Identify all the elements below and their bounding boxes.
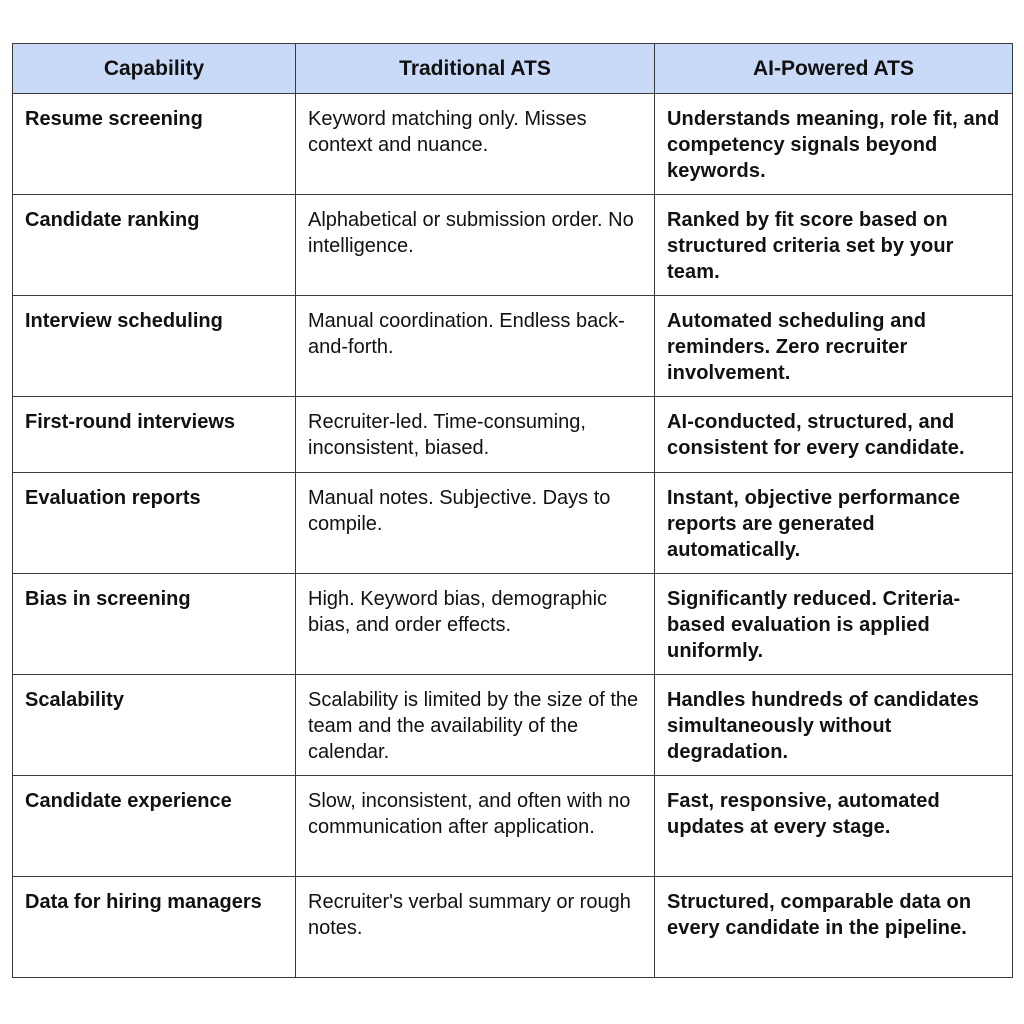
- table-row: [13, 675, 1013, 776]
- table-row: [13, 574, 1013, 675]
- cell-ai: Instant, objective performance reports are generated automatically.: [655, 473, 1013, 574]
- header-traditional-ats: Traditional ATS: [296, 44, 655, 94]
- cell-traditional: Recruiter's verbal summary or rough notes.: [296, 877, 655, 978]
- cell-ai: AI-conducted, structured, and consistent for every candidate.: [655, 397, 1013, 473]
- table-row: [13, 473, 1013, 574]
- table-row: [13, 397, 1013, 473]
- cell-capability: Candidate experience: [13, 776, 296, 877]
- cell-traditional: Scalability is limited by the size of the team and the availability of the calendar.: [296, 675, 655, 776]
- cell-capability: Resume screening: [13, 94, 296, 195]
- header-capability: Capability: [13, 44, 296, 94]
- header-ai-powered-ats: AI-Powered ATS: [655, 44, 1013, 94]
- cell-ai: Structured, comparable data on every candidate in the pipeline.: [655, 877, 1013, 978]
- cell-traditional: Recruiter-led. Time-consuming, inconsistent, biased.: [296, 397, 655, 473]
- cell-traditional: Alphabetical or submission order. No intelligence.: [296, 195, 655, 296]
- table-row: [13, 94, 1013, 195]
- cell-ai: Fast, responsive, automated updates at every stage.: [655, 776, 1013, 877]
- table-row: [13, 877, 1013, 978]
- cell-ai: Significantly reduced. Criteria-based evaluation is applied uniformly.: [655, 574, 1013, 675]
- table-row: [13, 296, 1013, 397]
- cell-traditional: Manual coordination. Endless back-and-forth.: [296, 296, 655, 397]
- cell-capability: Data for hiring managers: [13, 877, 296, 978]
- comparison-table: [12, 43, 1013, 978]
- cell-capability: First-round interviews: [13, 397, 296, 473]
- cell-ai: Handles hundreds of candidates simultaneously without degradation.: [655, 675, 1013, 776]
- cell-capability: Bias in screening: [13, 574, 296, 675]
- cell-ai: Understands meaning, role fit, and competency signals beyond keywords.: [655, 94, 1013, 195]
- cell-traditional: Keyword matching only. Misses context and nuance.: [296, 94, 655, 195]
- cell-traditional: Manual notes. Subjective. Days to compile.: [296, 473, 655, 574]
- header-row: [13, 44, 1013, 94]
- cell-traditional: High. Keyword bias, demographic bias, and order effects.: [296, 574, 655, 675]
- table-body: [13, 94, 1013, 978]
- table-row: [13, 195, 1013, 296]
- cell-capability: Scalability: [13, 675, 296, 776]
- cell-ai: Automated scheduling and reminders. Zero recruiter involvement.: [655, 296, 1013, 397]
- table-row: [13, 776, 1013, 877]
- table-header: [13, 44, 1013, 94]
- cell-capability: Candidate ranking: [13, 195, 296, 296]
- cell-capability: Interview scheduling: [13, 296, 296, 397]
- cell-ai: Ranked by fit score based on structured criteria set by your team.: [655, 195, 1013, 296]
- cell-capability: Evaluation reports: [13, 473, 296, 574]
- cell-traditional: Slow, inconsistent, and often with no communication after application.: [296, 776, 655, 877]
